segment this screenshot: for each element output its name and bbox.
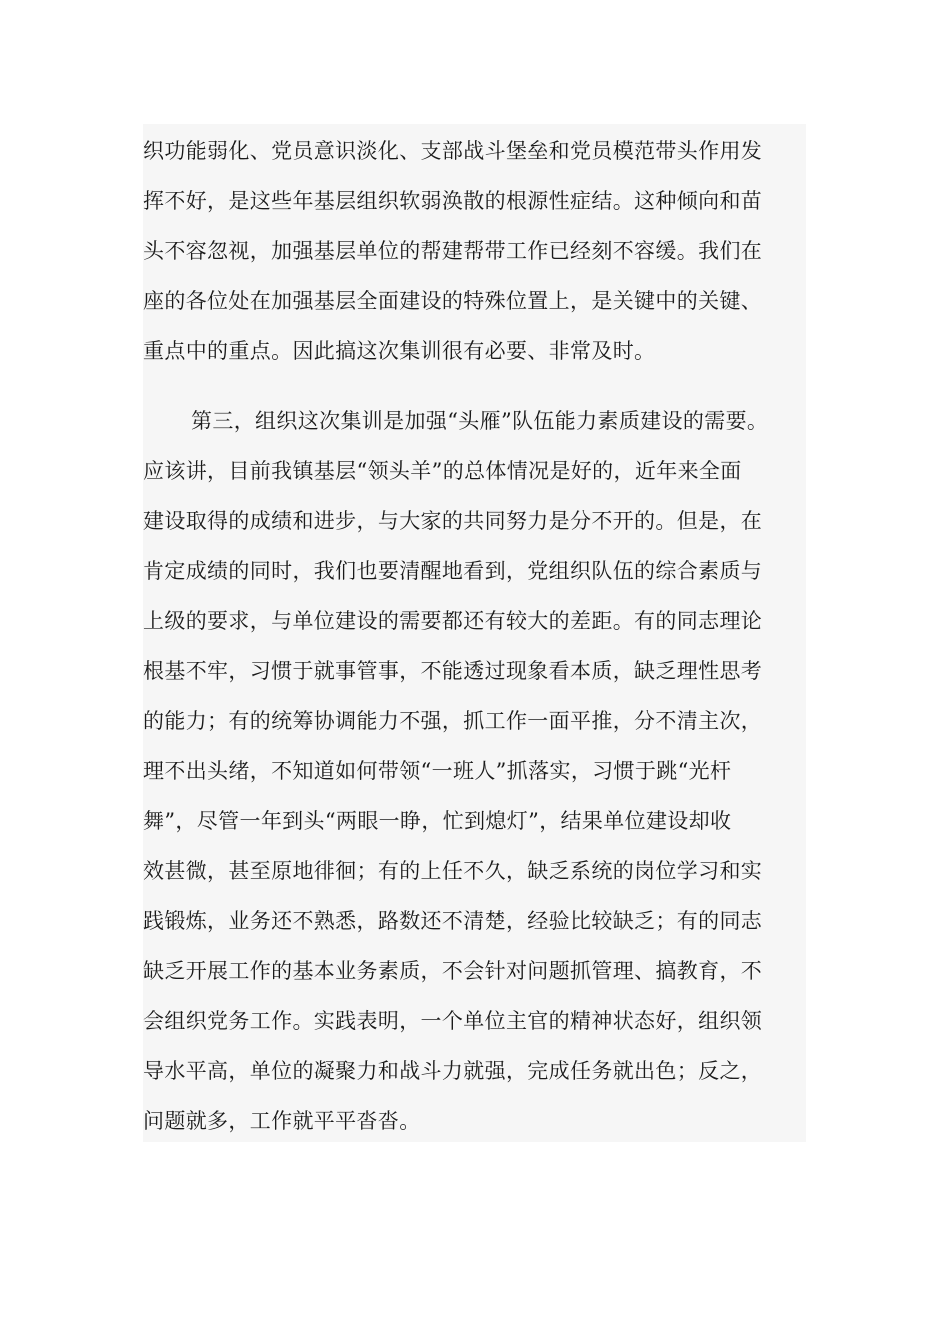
text-line: 问题就多，工作就平平沓沓。	[143, 1109, 421, 1133]
paragraph-start-line: 第三，组织这次集训是加强“头雁”队伍能力素质建设的需要。	[191, 409, 769, 433]
text-line: 缺乏开展工作的基本业务素质，不会针对问题抓管理、搞教育，不	[143, 959, 763, 983]
text-line: 重点中的重点。因此搞这次集训很有必要、非常及时。	[143, 339, 656, 363]
text-line: 挥不好，是这些年基层组织软弱涣散的根源性症结。这种倾向和苗	[143, 189, 763, 213]
text-line: 理不出头绪，不知道如何带领“一班人”抓落实，习惯于跳“光杆	[143, 759, 732, 783]
text-line: 导水平高，单位的凝聚力和战斗力就强，完成任务就出色；反之，	[143, 1059, 763, 1083]
text-line: 织功能弱化、党员意识淡化、支部战斗堡垒和党员模范带头作用发	[143, 139, 763, 163]
text-line: 肯定成绩的同时，我们也要清醒地看到，党组织队伍的综合素质与	[143, 559, 763, 583]
text-line: 上级的要求，与单位建设的需要都还有较大的差距。有的同志理论	[143, 609, 763, 633]
text-line: 舞”，尽管一年到头“两眼一睁，忙到熄灯”，结果单位建设却收	[143, 809, 732, 833]
text-line: 效甚微，甚至原地徘徊；有的上任不久，缺乏系统的岗位学习和实	[143, 859, 763, 883]
text-line: 应该讲，目前我镇基层“领头羊”的总体情况是好的，近年来全面	[143, 459, 742, 483]
text-line: 践锻炼，业务还不熟悉，路数还不清楚，经验比较缺乏；有的同志	[143, 909, 763, 933]
text-line: 的能力；有的统筹协调能力不强，抓工作一面平推，分不清主次，	[143, 709, 763, 733]
text-line: 根基不牢，习惯于就事管事，不能透过现象看本质，缺乏理性思考	[143, 659, 763, 683]
text-line: 头不容忽视，加强基层单位的帮建帮带工作已经刻不容缓。我们在	[143, 239, 763, 263]
document-text-block	[143, 124, 806, 1142]
text-line: 建设取得的成绩和进步，与大家的共同努力是分不开的。但是，在	[143, 509, 763, 533]
text-line: 会组织党务工作。实践表明，一个单位主官的精神状态好，组织领	[143, 1009, 763, 1033]
text-line: 座的各位处在加强基层全面建设的特殊位置上，是关键中的关键、	[143, 289, 763, 313]
